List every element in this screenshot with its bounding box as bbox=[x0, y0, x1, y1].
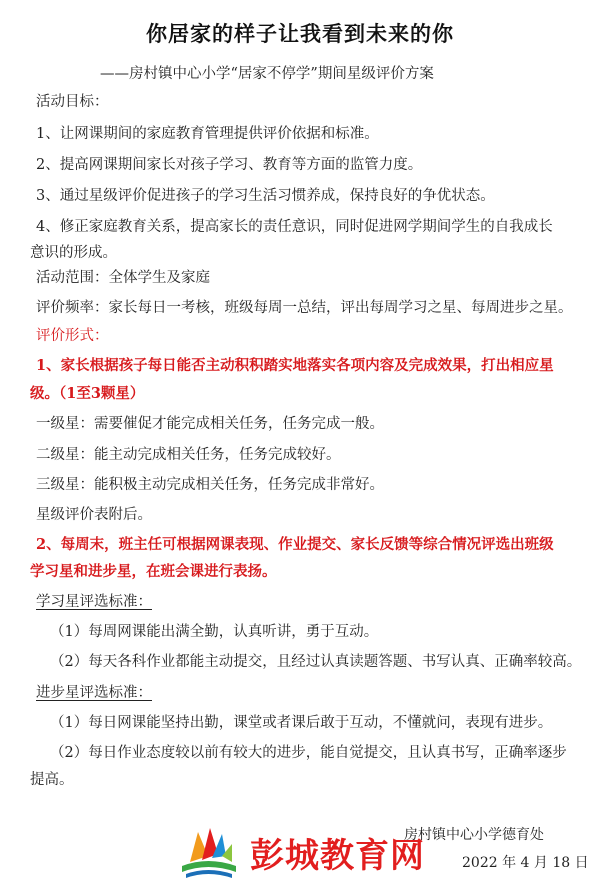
goal-item-2: 2、提高网课期间家长对孩子学习、教育等方面的监管力度。 bbox=[36, 157, 423, 173]
form-item-2-continued: 学习星和进步星，在班会课进行表扬。 bbox=[30, 563, 277, 580]
star-table-note: 星级评价表附后。 bbox=[36, 507, 152, 523]
study-star-criterion-1: （1）每周网课能出满全勤，认真听讲，勇于互动。 bbox=[50, 624, 379, 640]
progress-star-criterion-2-continued: 提高。 bbox=[30, 772, 74, 788]
scope-text: 活动范围：全体学生及家庭 bbox=[36, 270, 210, 286]
study-star-criteria-heading: 学习星评选标准： bbox=[36, 594, 152, 610]
section-heading-form: 评价形式： bbox=[36, 328, 109, 344]
goal-item-4: 4、修正家庭教育关系，提高家长的责任意识，同时促进网学期间学生的自我成长 bbox=[36, 219, 553, 235]
document-title: 你居家的样子让我看到未来的你 bbox=[146, 22, 454, 46]
star-level-2: 二级星：能主动完成相关任务，任务完成较好。 bbox=[36, 447, 341, 463]
footer-organization: 房村镇中心小学德育处 bbox=[404, 827, 544, 843]
goal-item-1: 1、让网课期间的家庭教育管理提供评价依据和标准。 bbox=[36, 126, 379, 142]
goal-item-4-continued: 意识的形成。 bbox=[30, 245, 117, 261]
brand-name: 彭城教育网 bbox=[250, 836, 425, 876]
progress-star-criteria-heading: 进步星评选标准： bbox=[36, 685, 152, 701]
frequency-text: 评价频率：家长每日一考核，班级每周一总结，评出每周学习之星、每周进步之星。 bbox=[36, 300, 573, 316]
progress-star-criterion-2: （2）每日作业态度较以前有较大的进步，能自觉提交，且认真书写，正确率逐步 bbox=[50, 745, 567, 761]
brand-logo-icon bbox=[176, 822, 240, 884]
form-item-1-continued: 级。（1至3颗星） bbox=[30, 385, 145, 402]
star-level-1: 一级星：需要催促才能完成相关任务，任务完成一般。 bbox=[36, 416, 384, 432]
form-item-1: 1、家长根据孩子每日能否主动积积踏实地落实各项内容及完成效果，打出相应星 bbox=[36, 357, 554, 374]
study-star-criterion-2: （2）每天各科作业都能主动提交，且经过认真读题答题、书写认真、正确率较高。 bbox=[50, 654, 582, 670]
progress-star-criterion-1: （1）每日网课能坚持出勤，课堂或者课后敢于互动，不懂就问，表现有进步。 bbox=[50, 715, 553, 731]
goal-item-3: 3、通过星级评价促进孩子的学习生活习惯养成，保持良好的争优状态。 bbox=[36, 188, 495, 204]
document-subtitle: ——房村镇中心小学“居家不停学”期间星级评价方案 bbox=[100, 66, 434, 82]
footer-date: 2022 年 4 月 18 日 bbox=[462, 855, 589, 871]
section-heading-goals: 活动目标： bbox=[36, 94, 109, 110]
star-level-3: 三级星：能积极主动完成相关任务，任务完成非常好。 bbox=[36, 477, 384, 493]
form-item-2: 2、每周末，班主任可根据网课表现、作业提交、家长反馈等综合情况评选出班级 bbox=[36, 536, 554, 553]
